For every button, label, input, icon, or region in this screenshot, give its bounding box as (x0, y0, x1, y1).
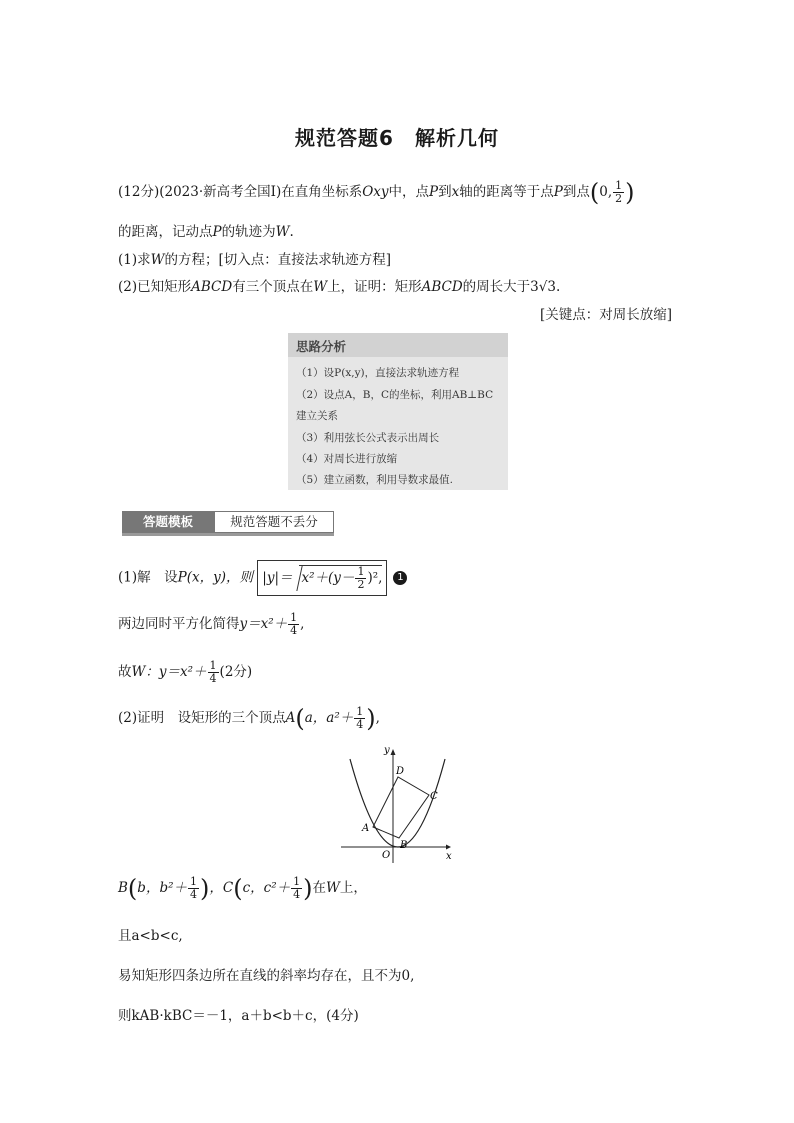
point-x: 0, (599, 184, 613, 200)
solution-step-1 (118, 560, 407, 596)
problem-w: W (313, 279, 328, 295)
frac-den: 4 (293, 888, 301, 901)
problem-text: 到点 (562, 184, 590, 200)
frac-num: 1 (356, 705, 364, 718)
parabola-figure (336, 745, 456, 865)
score-note: (2分) (219, 664, 253, 680)
frac-den: 4 (209, 672, 217, 685)
rectangle-abcd (373, 777, 429, 838)
solution-eq: b，b²＋ (137, 880, 187, 896)
thinking-header-label: 思路分析 (296, 339, 347, 354)
step-badge-1: 1 (393, 571, 407, 585)
sqrt-expression (299, 565, 383, 591)
frac-den: 2 (357, 578, 365, 591)
sqrt-inner: x²＋(y－ (301, 570, 355, 586)
fraction-quarter (288, 612, 299, 637)
paren-left: ( (589, 178, 600, 207)
solution-text: , (375, 710, 380, 726)
problem-x: x (451, 184, 460, 200)
label-b: B (400, 840, 408, 851)
problem-text: 的距离，记动点 (118, 224, 213, 240)
solution-eq: y＝x²＋ (239, 616, 288, 632)
problem-line-1 (118, 180, 635, 205)
thinking-line: 建立关系 (296, 410, 338, 422)
label-x: x (446, 851, 452, 862)
eq-left: |y|＝ (262, 570, 293, 586)
x-axis-arrow (446, 845, 451, 850)
problem-part-1 (118, 250, 391, 270)
problem-abcd: ABCD (191, 279, 233, 295)
problem-w: W (150, 252, 165, 268)
solution-step-7: 易知矩形四条边所在直线的斜率均存在，且不为0, (118, 968, 415, 984)
template-underline (122, 533, 334, 536)
page-title: 规范答题6 解析几何 (295, 126, 499, 150)
point-b: B (118, 880, 128, 896)
point-c: ，C (209, 880, 234, 896)
thinking-line: （1）设P(x,y)，直接法求轨迹方程 (296, 367, 460, 379)
fraction-quarter (354, 706, 365, 731)
paren-right: ) (303, 874, 313, 903)
frac-num: 1 (290, 611, 298, 624)
fraction-half (355, 566, 366, 591)
paren-right: ) (366, 704, 376, 733)
solution-eq: ：y＝x²＋ (145, 664, 207, 680)
label-a: A (362, 823, 370, 834)
problem-text: (2)已知矩形 (118, 279, 192, 295)
thinking-line: （3）利用弦长公式表示出周长 (296, 432, 440, 444)
paren-right: ) (625, 178, 635, 207)
frac-num: 1 (615, 179, 623, 192)
solution-eq: a，a²＋ (304, 710, 354, 726)
problem-text: 上，证明：矩形 (327, 279, 422, 295)
frac-den: 4 (290, 624, 298, 637)
solution-step-8: 则kAB·kBC＝－1，a＋b<b＋c，(4分) (118, 1008, 359, 1024)
problem-w: W (326, 880, 340, 896)
paren-left: ( (233, 874, 243, 903)
label-y: y (384, 745, 390, 756)
label-d: D (396, 766, 405, 777)
thinking-analysis-box (288, 333, 508, 490)
boxed-equation (257, 560, 387, 596)
problem-p: P (553, 184, 563, 200)
fraction-half (613, 180, 624, 205)
problem-w: W (275, 224, 290, 240)
problem-text: 的方程；[切入点：直接法求轨迹方程] (164, 252, 392, 268)
problem-line-2 (118, 222, 294, 242)
solution-text: P(x，y)，则 (177, 569, 253, 586)
problem-text: 有三个顶点在 (232, 279, 314, 295)
paren-right: ) (200, 874, 210, 903)
frac-num: 1 (357, 565, 365, 578)
thinking-line: （4）对周长进行放缩 (296, 453, 398, 465)
thinking-header (288, 333, 508, 357)
key-point-note: [关键点：对周长放缩] (540, 307, 673, 323)
solution-text: 在 (312, 880, 327, 896)
frac-den: 4 (356, 718, 364, 731)
problem-text: 的轨迹为 (221, 224, 276, 240)
solution-text: 故 (118, 664, 132, 680)
frac-num: 1 (293, 875, 301, 888)
fraction-quarter (291, 876, 302, 901)
problem-abcd: ABCD (421, 279, 463, 295)
label-o: O (382, 850, 391, 861)
frac-num: 1 (209, 659, 217, 672)
problem-w: W (131, 664, 146, 680)
solution-step-5 (118, 876, 367, 901)
solution-step-4 (118, 706, 380, 731)
solution-text: (1)解 设 (118, 569, 178, 586)
sqrt-tail: )², (367, 570, 383, 586)
template-label-light: 规范答题不丢分 (214, 511, 334, 533)
frac-num: 1 (190, 875, 197, 888)
thinking-line: （2）设点A，B，C的坐标，利用AB⊥BC (296, 389, 494, 401)
frac-den: 2 (615, 192, 623, 205)
problem-text: 的周长大于 (462, 279, 531, 295)
solution-text: (2)证明 设矩形的三个顶点 (118, 710, 286, 726)
problem-text: (12分)(2023·新高考全国Ⅰ)在直角坐标系 (118, 184, 363, 200)
fraction-quarter (188, 876, 199, 901)
solution-text: 两边同时平方化简得 (118, 616, 240, 632)
frac-den: 4 (190, 888, 197, 901)
problem-p: P (212, 224, 222, 240)
solution-step-3 (118, 660, 252, 685)
paren-left: ( (295, 704, 305, 733)
problem-oxy: Oxy (362, 184, 389, 200)
template-label-dark: 答题模板 (122, 511, 214, 533)
problem-text: 3√3. (530, 279, 561, 295)
problem-text: (1)求 (118, 252, 151, 268)
problem-p: P (429, 184, 439, 200)
problem-text: 到 (438, 184, 452, 200)
problem-text: 中，点 (388, 184, 430, 200)
point-a: A (285, 710, 296, 726)
thinking-line: （5）建立函数，利用导数求最值. (296, 474, 454, 486)
label-c: C (430, 791, 438, 802)
solution-text: , (300, 616, 305, 632)
solution-step-2 (118, 612, 304, 637)
problem-text: . (289, 224, 294, 240)
solution-eq: c，c²＋ (242, 880, 291, 896)
paren-left: ( (127, 874, 138, 903)
solution-text: 上， (339, 880, 367, 896)
problem-text: 轴的距离等于点 (459, 184, 554, 200)
y-axis-arrow (391, 749, 396, 755)
problem-part-2 (118, 277, 560, 297)
solution-step-6: 且a<b<c, (118, 928, 183, 944)
fraction-quarter (208, 660, 219, 685)
